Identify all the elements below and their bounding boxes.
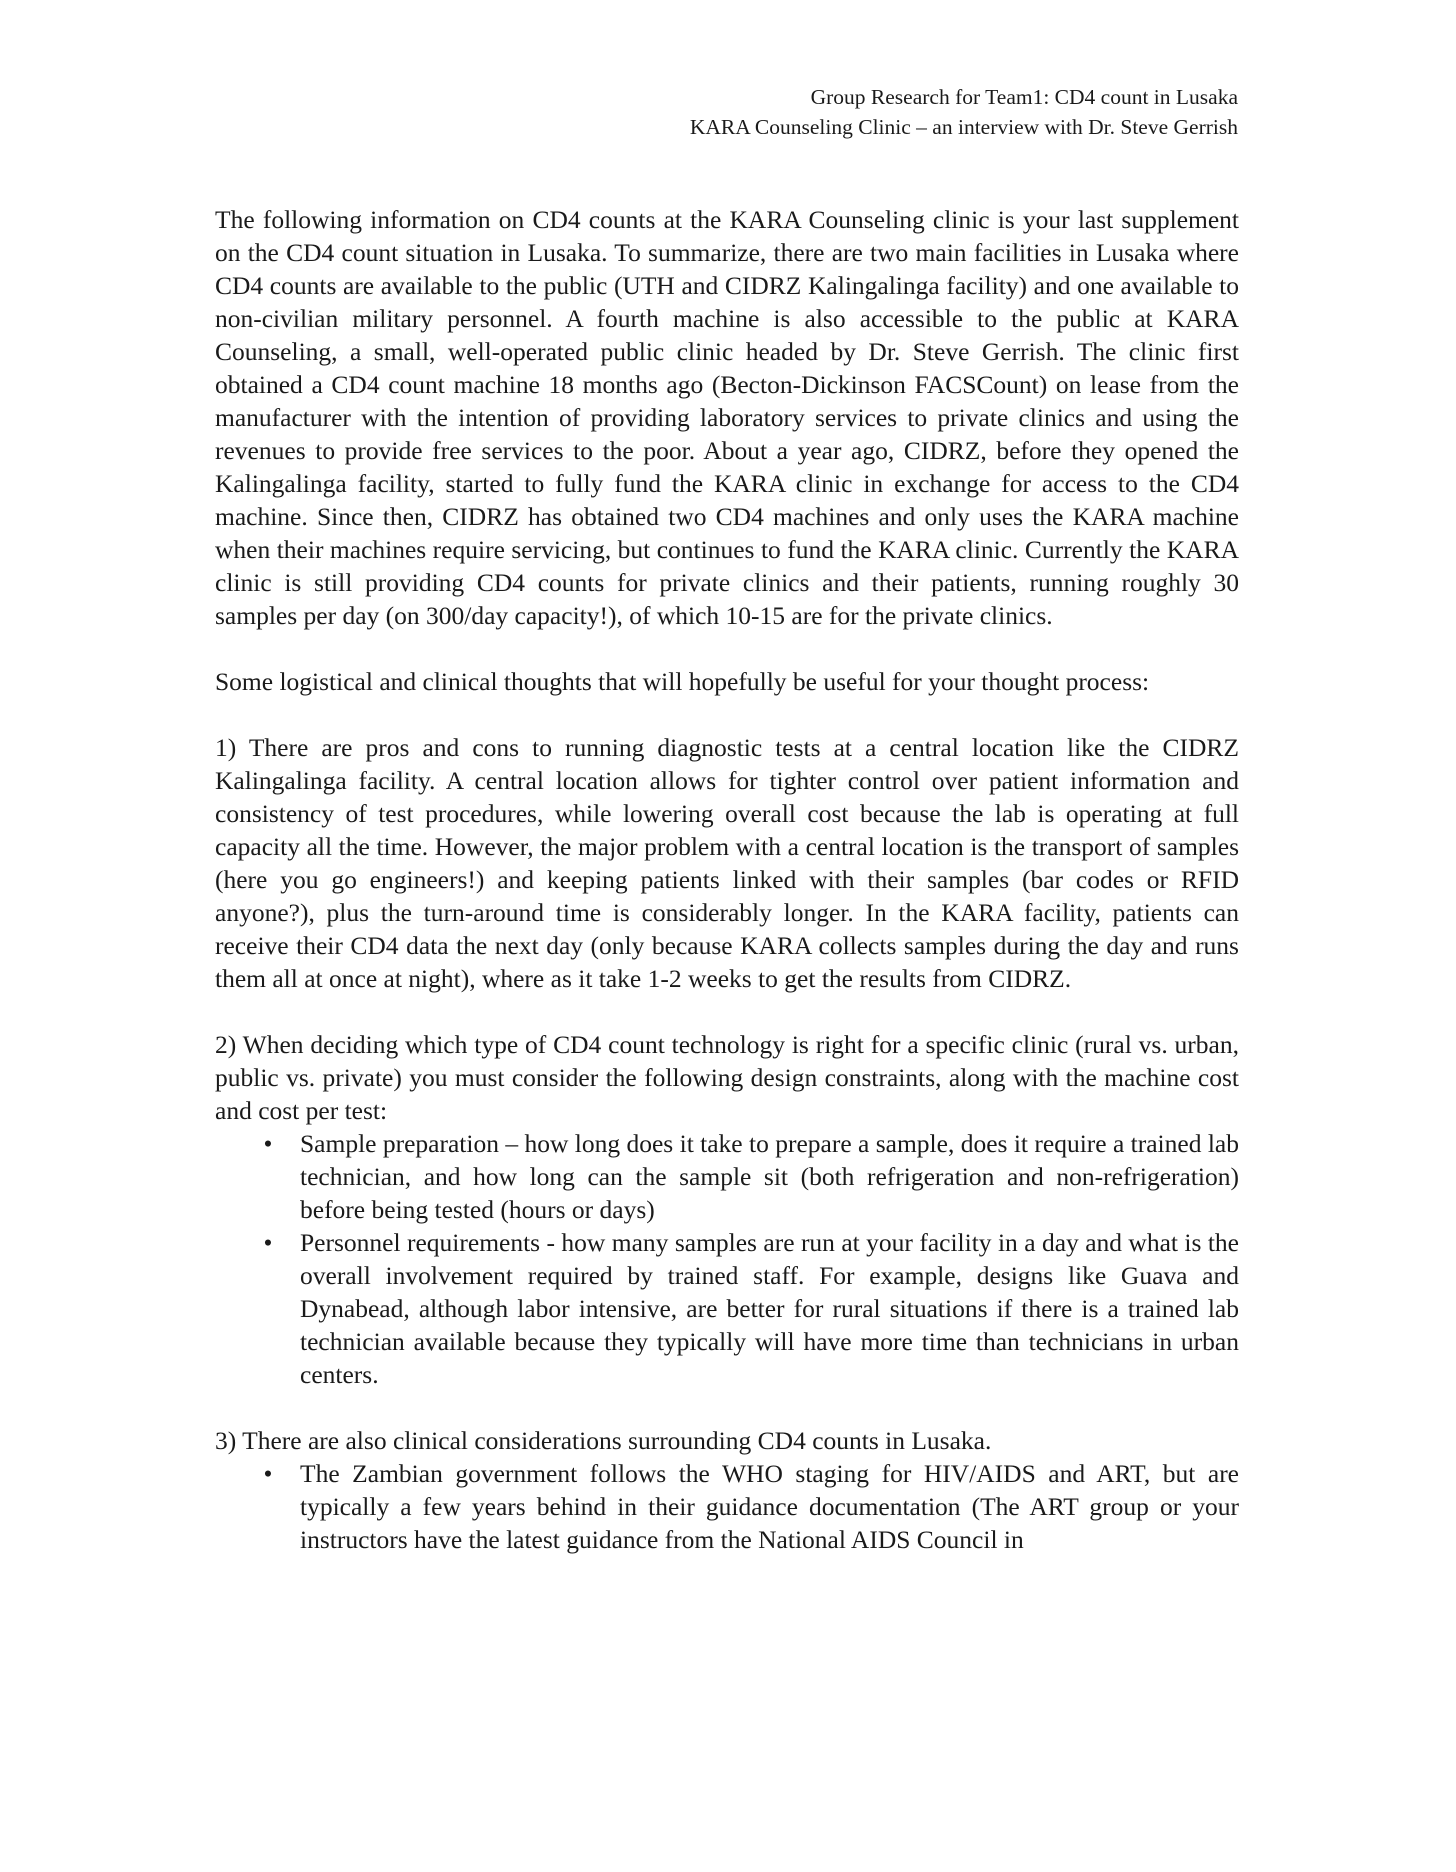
bullet-icon: • (263, 1129, 273, 1158)
numbered-item-text: 1) There are pros and cons to running diagnostic tests at a central location like the CIDRZ Kalingalinga facility. A central location allows for tighter control over patient information and consistency of test procedures, while lowering overall cost because the lab is operating at full capacity all the time. However, the major problem with a central location is the transport of samples (here you go engineers!) and keeping patients linked with their samples (bar codes or RFID anyone?), plus the turn-around time is considerably longer. In the KARA facility, patients can receive their CD4 data the next day (only because KARA collects samples during the day and runs them all at once at night), where as it take 1-2 weeks to get the results from CIDRZ. (215, 733, 1239, 993)
bullet-text: The Zambian government follows the WHO staging for HIV/AIDS and ART, but are typically a few years behind in their guidance documentation (The ART group or your instructors have the latest guidance from the National AIDS Council in (300, 1459, 1239, 1554)
bullet-list (215, 1127, 1239, 1391)
bullet-item (215, 1127, 1239, 1226)
numbered-item-1 (215, 731, 1239, 995)
numbered-item-text: 3) There are also clinical considerations surrounding CD4 counts in Lusaka. (215, 1426, 992, 1455)
bullet-list (215, 1457, 1239, 1556)
numbered-item-text: 2) When deciding which type of CD4 count technology is right for a specific clinic (rural vs. urban, public vs. private) you must consider the following design constraints, along with the machine cost and cost per test: (215, 1030, 1239, 1125)
bullet-text: Personnel requirements - how many samples are run at your facility in a day and what is the overall involvement required by trained staff. For example, designs like Guava and Dynabead, although labor intensive, are better for rural situations if there is a trained lab technician available because they typically will have more time than technicians in urban centers. (300, 1228, 1239, 1389)
bullet-item (215, 1457, 1239, 1556)
thoughts-paragraph: Some logistical and clinical thoughts that will hopefully be useful for your thought process: (215, 667, 1150, 696)
bullet-icon: • (263, 1459, 273, 1488)
header-subtitle-line: KARA Counseling Clinic – an interview with Dr. Steve Gerrish (689, 115, 1238, 139)
header-title-line: Group Research for Team1: CD4 count in Lusaka (810, 85, 1238, 109)
bullet-icon: • (263, 1228, 273, 1257)
numbered-item-2 (215, 1028, 1239, 1391)
document-body (215, 203, 1239, 1589)
page-header (690, 82, 1238, 142)
bullet-item (215, 1226, 1239, 1391)
numbered-item-3 (215, 1424, 1239, 1556)
intro-paragraph: The following information on CD4 counts at the KARA Counseling clinic is your last supplement on the CD4 count situation in Lusaka. To summarize, there are two main facilities in Lusaka where CD4 counts are available to the public (UTH and CIDRZ Kalingalinga facility) and one available to non-civilian military personnel. A fourth machine is also accessible to the public at KARA Counseling, a small, well-operated public clinic headed by Dr. Steve Gerrish. The clinic first obtained a CD4 count machine 18 months ago (Becton-Dickinson FACSCount) on lease from the manufacturer with the intention of providing laboratory services to private clinics and using the revenues to provide free services to the poor. About a year ago, CIDRZ, before they opened the Kalingalinga facility, started to fully fund the KARA clinic in exchange for access to the CD4 machine. Since then, CIDRZ has obtained two CD4 machines and only uses the KARA machine when their machines require servicing, but continues to fund the KARA clinic. Currently the KARA clinic is still providing CD4 counts for private clinics and their patients, running roughly 30 samples per day (on 300/day capacity!), of which 10-15 are for the private clinics. (215, 205, 1239, 630)
bullet-text: Sample preparation – how long does it take to prepare a sample, does it require a trained lab technician, and how long can the sample sit (both refrigeration and non-refrigeration) before being tested (hours or days) (300, 1129, 1239, 1224)
